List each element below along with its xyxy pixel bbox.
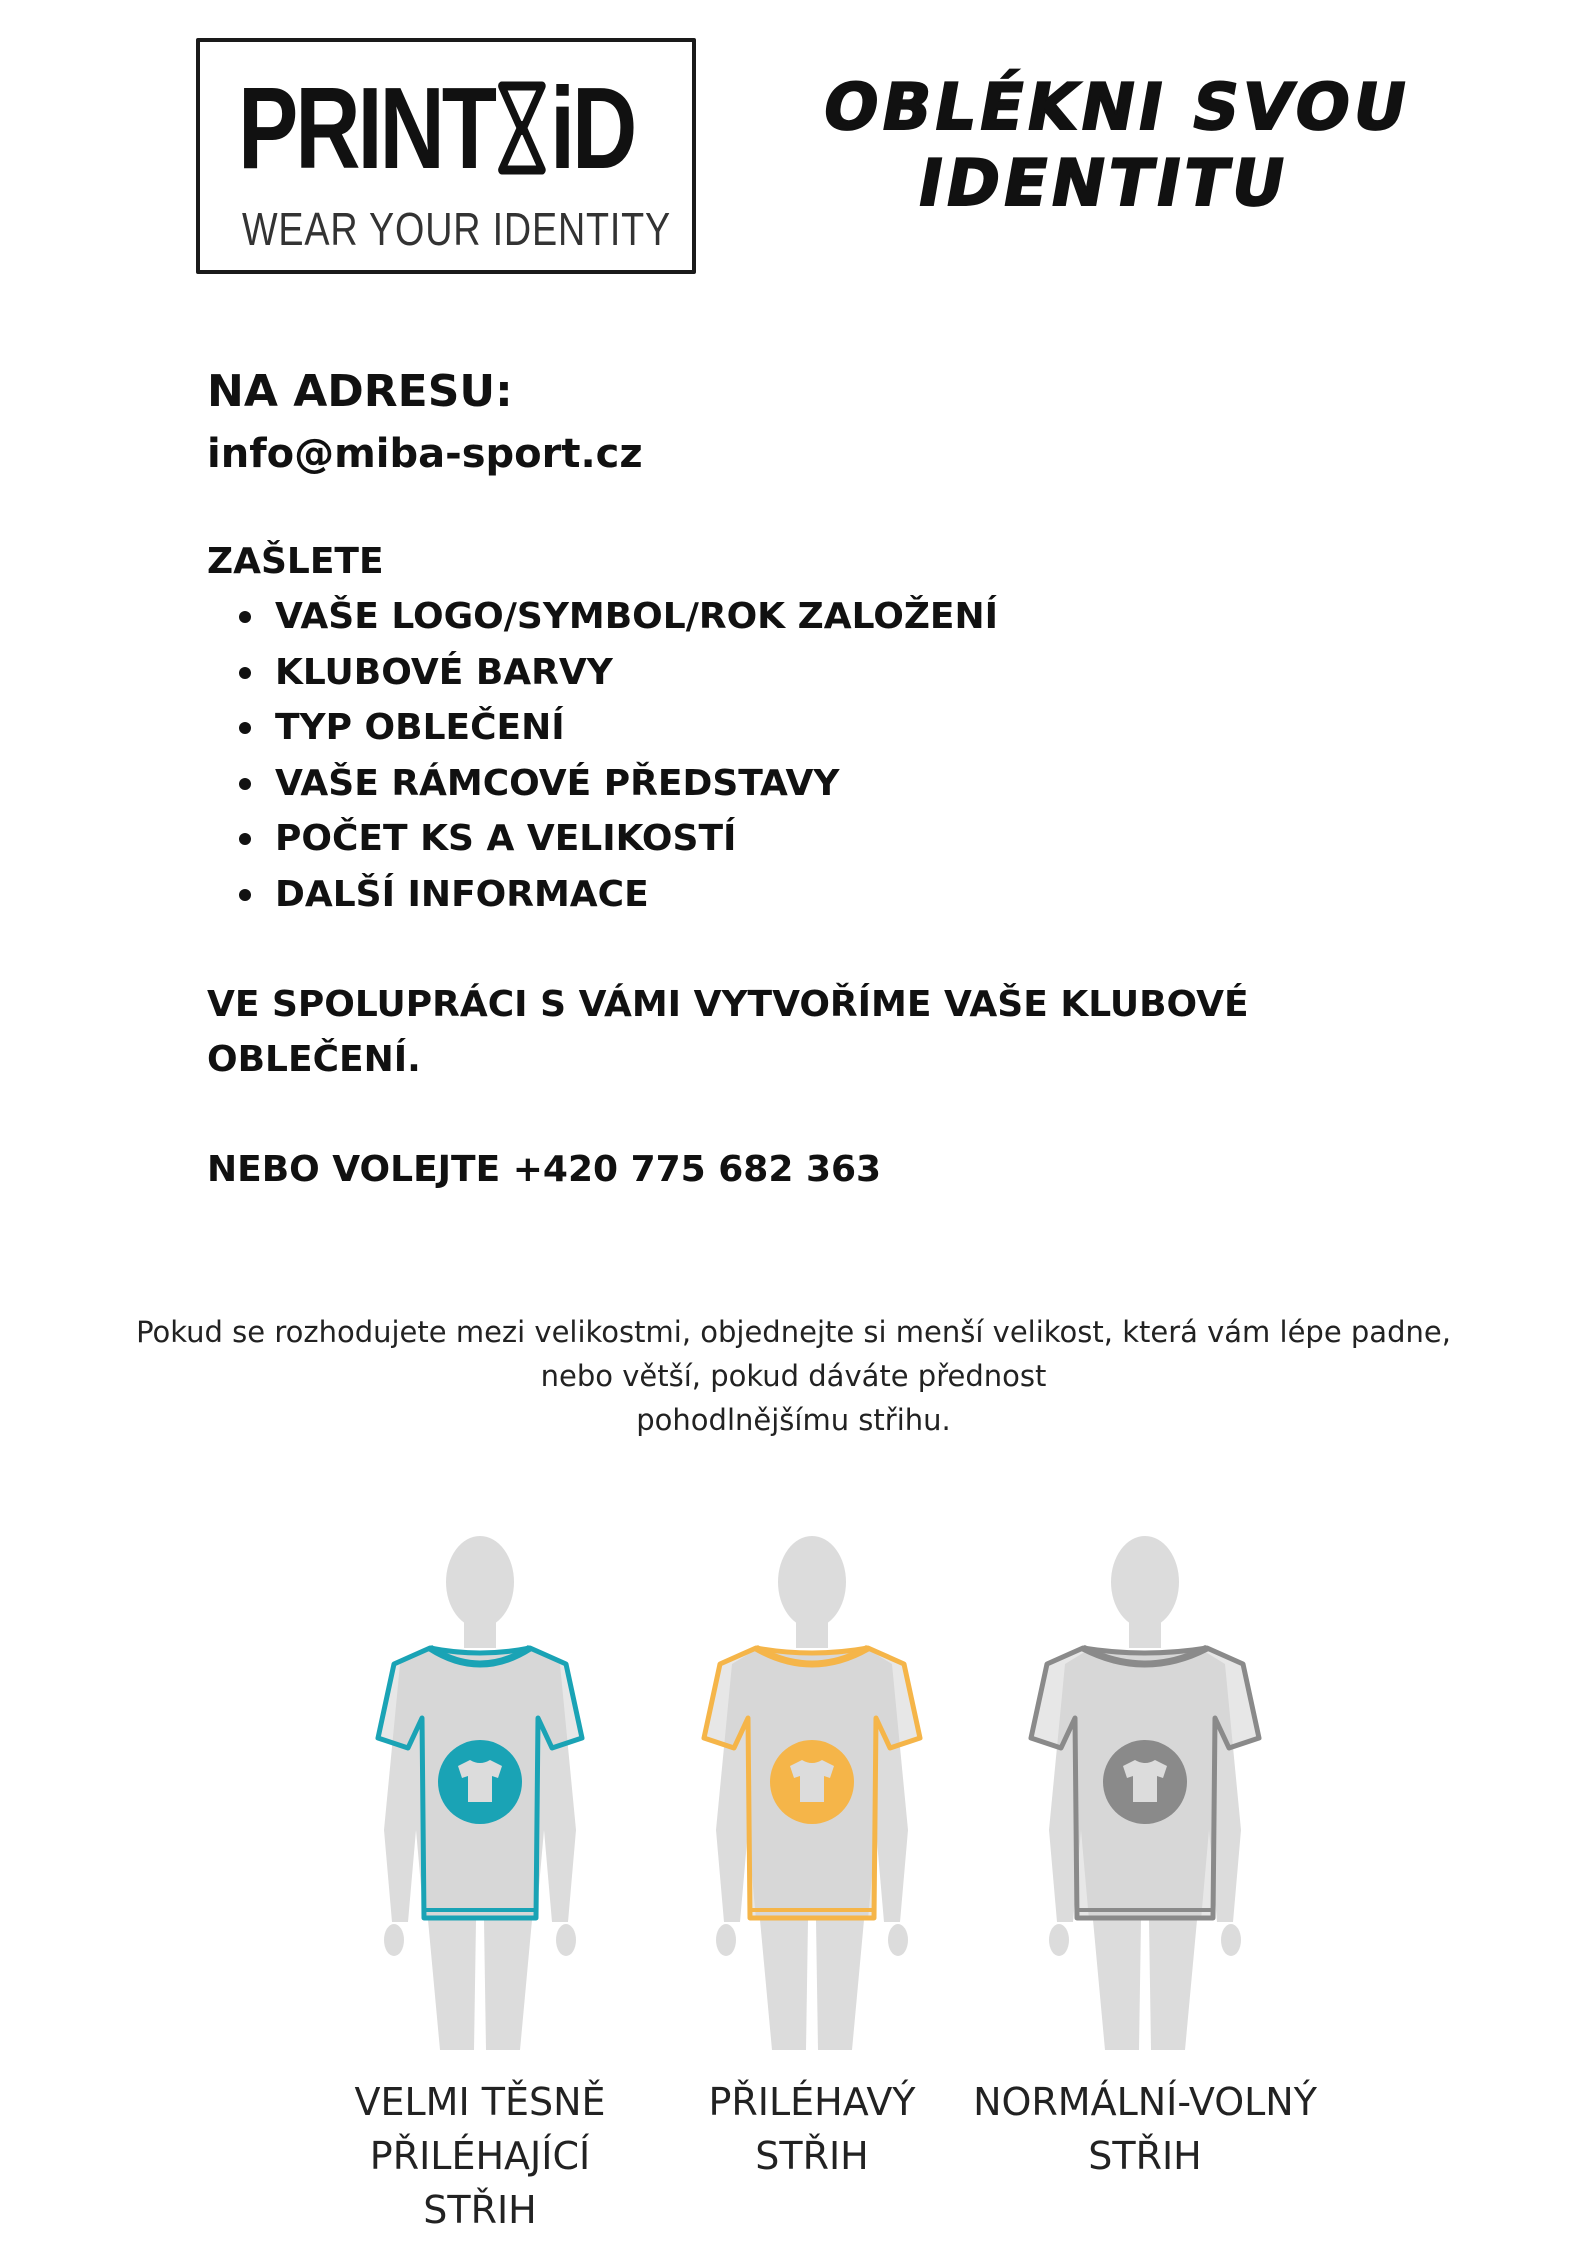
- logo-wordmark: [238, 63, 635, 193]
- fit-label-tight: VELMI TĚSNĚ PŘILÉHAJÍCÍ STŘIH: [354, 2080, 606, 2232]
- size-note-line-3: pohodlnějšímu střihu.: [636, 1403, 951, 1437]
- body-shirt-icon: [662, 1530, 962, 2070]
- list-item: VAŠE RÁMCOVÉ PŘEDSTAVY: [239, 756, 1407, 812]
- body-shirt-icon: [330, 1530, 630, 2070]
- order-instructions: [207, 360, 1407, 1197]
- fit-label-fitted: PŘILÉHAVÝ STŘIH: [708, 2080, 916, 2178]
- list-item: POČET KS A VELIKOSTÍ: [239, 811, 1407, 867]
- contact-email[interactable]: info@miba-sport.cz: [207, 431, 643, 477]
- fit-figure-fitted: [662, 1530, 962, 2178]
- fit-figure-tight: [330, 1530, 630, 2232]
- address-heading: NA ADRESU:: [207, 366, 513, 417]
- headline-line-2: IDENTITU: [912, 147, 1295, 221]
- headline: [747, 70, 1474, 222]
- body-shirt-icon: [995, 1530, 1295, 2070]
- logo-tagline: WEAR YOUR IDENTITY: [242, 203, 672, 255]
- logo-brand-left: PRINT: [238, 63, 494, 193]
- fit-label-regular: NORMÁLNÍ-VOLNÝ STŘIH: [973, 2080, 1317, 2178]
- logo: [196, 38, 696, 274]
- list-item: KLUBOVÉ BARVY: [239, 645, 1407, 701]
- fit-guide: [0, 1530, 1587, 2230]
- cooperation-line-1: VE SPOLUPRÁCI S VÁMI VYTVOŘÍME VAŠE KLUBOVÉ: [207, 984, 1249, 1025]
- list-item: DALŠÍ INFORMACE: [239, 867, 1407, 923]
- send-heading: ZAŠLETE: [207, 541, 384, 582]
- fit-figure-regular: [973, 1530, 1317, 2178]
- size-note-line-1: Pokud se rozhodujete mezi velikostmi, objednejte si menší velikost, která vám lépe padne,: [136, 1315, 1451, 1349]
- phone-line[interactable]: NEBO VOLEJTE +420 775 682 363: [207, 1149, 882, 1190]
- size-note-line-2: nebo větší, pokud dáváte přednost: [540, 1359, 1047, 1393]
- send-list: [207, 589, 1407, 922]
- size-note: [100, 1310, 1487, 1442]
- headline-line-1: OBLÉKNI SVOU: [817, 71, 1417, 145]
- list-item: TYP OBLEČENÍ: [239, 700, 1407, 756]
- cooperation-line-2: OBLEČENÍ.: [207, 1039, 421, 1080]
- list-item: VAŠE LOGO/SYMBOL/ROK ZALOŽENÍ: [239, 589, 1407, 645]
- logo-brand-right: iD: [550, 63, 635, 193]
- logo-emblem-icon: [497, 78, 547, 178]
